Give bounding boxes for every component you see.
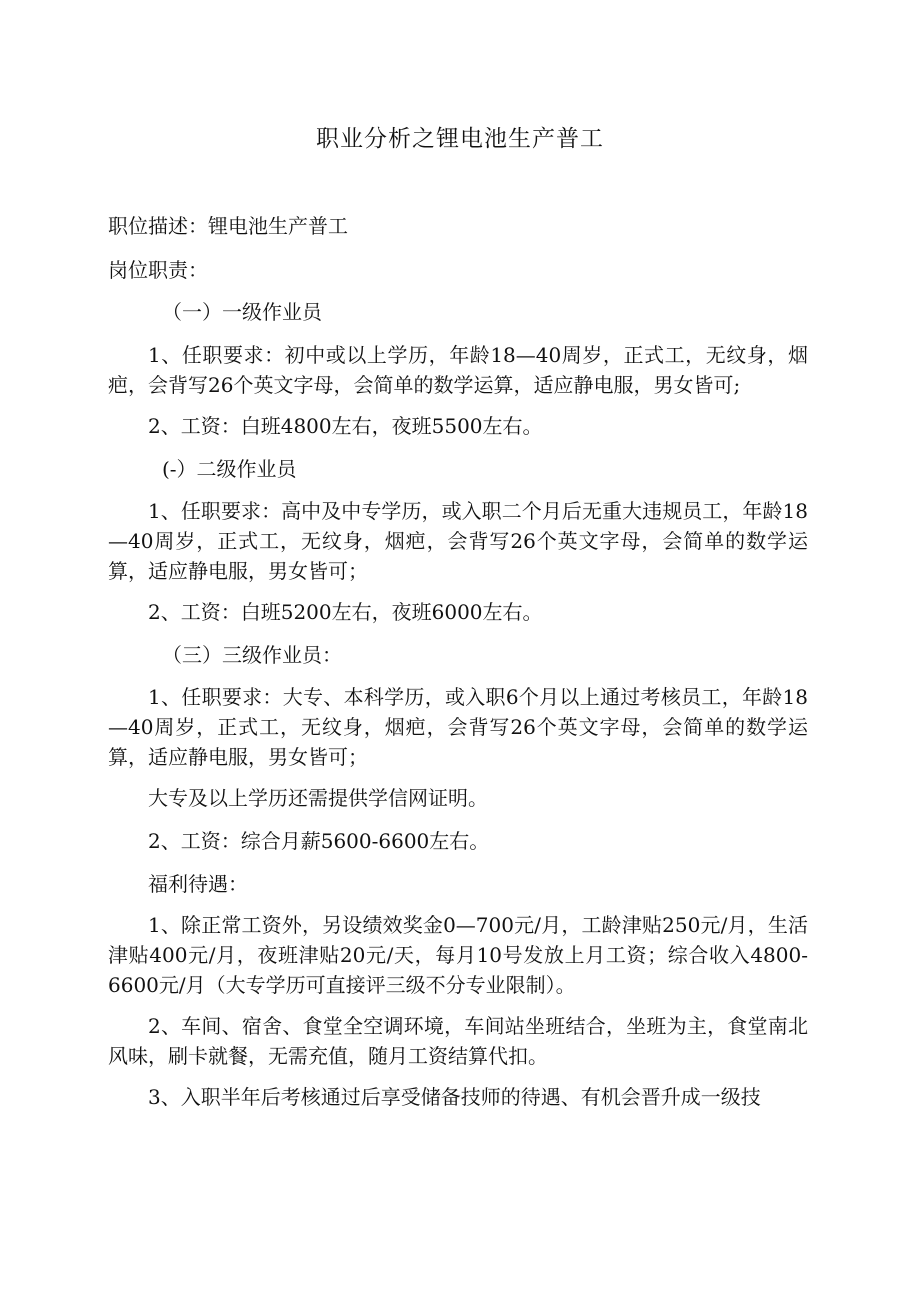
benefits-label: 福利待遇： [148,872,248,896]
document-title: 职业分析之锂电池生产普工 [316,126,604,152]
benefit-item-2: 2、车间、宿舍、食堂全空调环境，车间站坐班结合，坐班为主，食堂南北风味，刷卡就餐，无需充值，随月工资结算代扣。 [108,1014,808,1068]
level3-heading: （三）三级作业员： [162,643,342,667]
level2-heading: (-）二级作业员 [162,457,297,481]
level1-requirement: 1、任职要求：初中或以上学历，年龄18—40周岁，正式工，无纹身，烟疤，会背写26个英文字母，会简单的数学运算，适应静电服，男女皆可; [108,343,808,397]
level2-salary: 2、工资：白班5200左右，夜班6000左右。 [148,600,543,624]
position-description: 职位描述：锂电池生产普工 [108,214,348,238]
level1-salary: 2、工资：白班4800左右，夜班5500左右。 [148,414,543,438]
duties-label: 岗位职责： [108,258,208,282]
benefit-item-1: 1、除正常工资外，另设绩效奖金0—700元/月，工龄津贴250元/月，生活津贴400元/月，夜班津贴20元/天，每月10号发放上月工资；综合收入4800-6600元/月（大专学历可直接评三级不分专业限制）。 [108,913,808,997]
level3-salary: 2、工资：综合月薪5600-6600左右。 [148,829,490,853]
level3-requirement: 1、任职要求：大专、本科学历，或入职6个月以上通过考核员工，年龄18—40周岁，正式工，无纹身，烟疤，会背写26个英文字母，会简单的数学运算，适应静电服，男女皆可； [108,685,808,769]
level2-requirement: 1、任职要求：高中及中专学历，或入职二个月后无重大违规员工，年龄18—40周岁，正式工，无纹身，烟疤，会背写26个英文字母，会简单的数学运算，适应静电服，男女皆可； [108,499,808,583]
level3-note: 大专及以上学历还需提供学信网证明。 [148,786,488,810]
level1-heading: （一）一级作业员 [162,300,322,324]
benefit-item-3: 3、入职半年后考核通过后享受储备技师的待遇、有机会晋升成一级技 [148,1085,761,1109]
